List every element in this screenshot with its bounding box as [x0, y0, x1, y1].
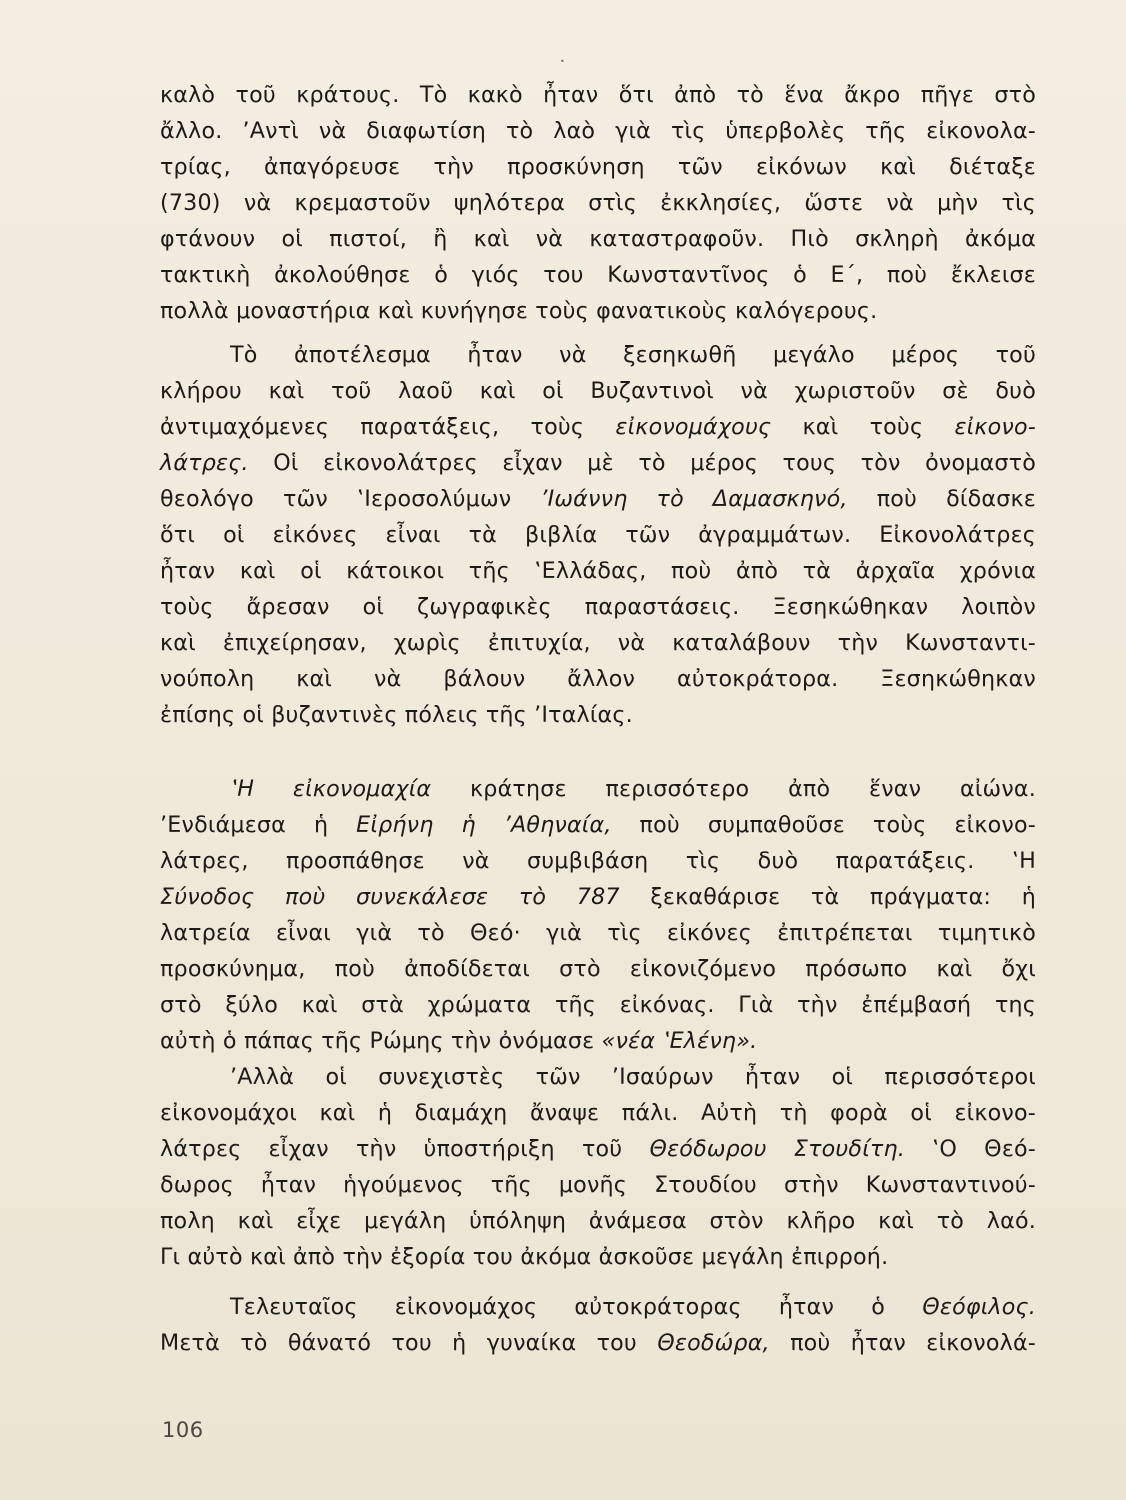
text-line: καὶ ἐπιχείρησαν, χωρὶς ἐπιτυχία, νὰ καταλάβουν τὴν Κωνσταντι- [160, 630, 1036, 656]
text-line: λάτρες. Οἱ εἰκονολάτρες εἶχαν μὲ τὸ μέρος τους τὸν ὀνομαστὸ [160, 450, 1036, 476]
text-line: ’Αλλὰ οἱ συνεχιστὲς τῶν ’Ισαύρων ἦταν οἱ περισσότεροι [230, 1064, 1036, 1090]
text-line: δωρος ἦταν ἡγούμενος τῆς μονῆς Στουδίου στὴν Κωνσταντινού- [160, 1172, 1036, 1198]
text-line: πολλὰ μοναστήρια καὶ κυνήγησε τοὺς φανατικοὺς καλόγερους. [160, 298, 878, 324]
text-line: πολη καὶ εἶχε μεγάλη ὑπόληψη ἀνάμεσα στὸν κλῆρο καὶ τὸ λαό. [160, 1208, 1036, 1234]
text-line: τρίας, ἀπαγόρευσε τὴν προσκύνηση τῶν εἰκόνων καὶ διέταξε [160, 154, 1036, 180]
text-line: λατρεία εἶναι γιὰ τὸ Θεό· γιὰ τὶς εἰκόνες ἐπιτρέπεται τιμητικὸ [160, 920, 1036, 946]
text-line: προσκύνημα, ποὺ ἀποδίδεται στὸ εἰκονιζόμενο πρόσωπο καὶ ὄχι [160, 956, 1036, 982]
text-line: ὅτι οἱ εἰκόνες εἶναι τὰ βιβλία τῶν ἀγραμμάτων. Εἰκονολάτρες [160, 522, 1036, 548]
text-line: τοὺς ἄρεσαν οἱ ζωγραφικὲς παραστάσεις. Ξεσηκώθηκαν λοιπὸν [160, 594, 1036, 620]
text-line: Σύνοδος ποὺ συνεκάλεσε τὸ 787 ξεκαθάρισε τὰ πράγματα: ἡ [160, 884, 1036, 910]
text-line: θεολόγο τῶν ‛Ιεροσολύμων ’Ιωάννη τὸ Δαμασκηνό, ποὺ δίδασκε [160, 486, 1036, 512]
text-line: ἄλλο. ’Αντὶ νὰ διαφωτίση τὸ λαὸ γιὰ τὶς ὑπερβολὲς τῆς εἰκονολα- [160, 118, 1036, 144]
text-line: ἀντιμαχόμενες παρατάξεις, τοὺς εἰκονομάχους καὶ τοὺς εἰκονο- [160, 414, 1036, 440]
text-line: λάτρες εἶχαν τὴν ὑποστήριξη τοῦ Θεόδωρου Στουδίτη. ‛Ο Θεό- [160, 1136, 1037, 1162]
text-line: ἦταν καὶ οἱ κάτοικοι τῆς ‛Ελλάδας, ποὺ ἀπὸ τὰ ἀρχαῖα χρόνια [160, 558, 1036, 584]
text-line: Μετὰ τὸ θάνατό του ἡ γυναίκα του Θεοδώρα, ποὺ ἦταν εἰκονολά- [160, 1330, 1036, 1356]
text-line: καλὸ τοῦ κράτους. Τὸ κακὸ ἦταν ὅτι ἀπὸ τὸ ἕνα ἄκρο πῆγε στὸ [160, 82, 1036, 108]
text-line: ‛Η εἰκονομαχία κράτησε περισσότερο ἀπὸ ἕναν αἰώνα. [230, 776, 1036, 802]
ink-speck: • [560, 57, 565, 66]
text-line: Γι αὐτὸ καὶ ἀπὸ τὴν ἐξορία του ἀκόμα ἀσκοῦσε μεγάλη ἐπιρροή. [160, 1244, 889, 1270]
text-line: εἰκονομάχοι καὶ ἡ διαμάχη ἄναψε πάλι. Αὐτὴ τὴ φορὰ οἱ εἰκονο- [160, 1100, 1036, 1126]
text-line: Τὸ ἀποτέλεσμα ἦταν νὰ ξεσηκωθῆ μεγάλο μέρος τοῦ [230, 342, 1036, 368]
text-line: φτάνουν οἱ πιστοί, ἢ καὶ νὰ καταστραφοῦν. Πιὸ σκληρὴ ἀκόμα [160, 226, 1036, 252]
text-line: τακτικὴ ἀκολούθησε ὁ γιός του Κωνσταντῖνος ὁ Ε΄, ποὺ ἔκλεισε [160, 262, 1036, 288]
text-line: νούπολη καὶ νὰ βάλουν ἄλλον αὐτοκράτορα. Ξεσηκώθηκαν [160, 666, 1036, 692]
page-number: 106 [162, 1418, 204, 1442]
text-line: ’Ενδιάμεσα ἡ Εἰρήνη ἡ ’Αθηναία, ποὺ συμπαθοῦσε τοὺς εἰκονο- [160, 812, 1036, 838]
text-line: κλήρου καὶ τοῦ λαοῦ καὶ οἱ Βυζαντινοὶ νὰ χωριστοῦν σὲ δυὸ [160, 378, 1036, 404]
text-line: λάτρες, προσπάθησε νὰ συμβιβάση τὶς δυὸ παρατάξεις. ‛Η [160, 848, 1036, 874]
text-line: αὐτὴ ὁ πάπας τῆς Ρώμης τὴν ὀνόμασε «νέα ‛Ελένη». [160, 1028, 758, 1054]
text-line: Τελευταῖος εἰκονομάχος αὐτοκράτορας ἦταν ὁ Θεόφιλος. [230, 1294, 1036, 1320]
text-line: ἐπίσης οἱ βυζαντινὲς πόλεις τῆς ’Ιταλίας. [160, 702, 633, 728]
text-line: στὸ ξύλο καὶ στὰ χρώματα τῆς εἰκόνας. Γιὰ τὴν ἐπέμβασή της [160, 992, 1036, 1018]
text-line: (730) νὰ κρεμαστοῦν ψηλότερα στὶς ἐκκλησίες, ὥστε νὰ μὴν τὶς [160, 190, 1036, 216]
